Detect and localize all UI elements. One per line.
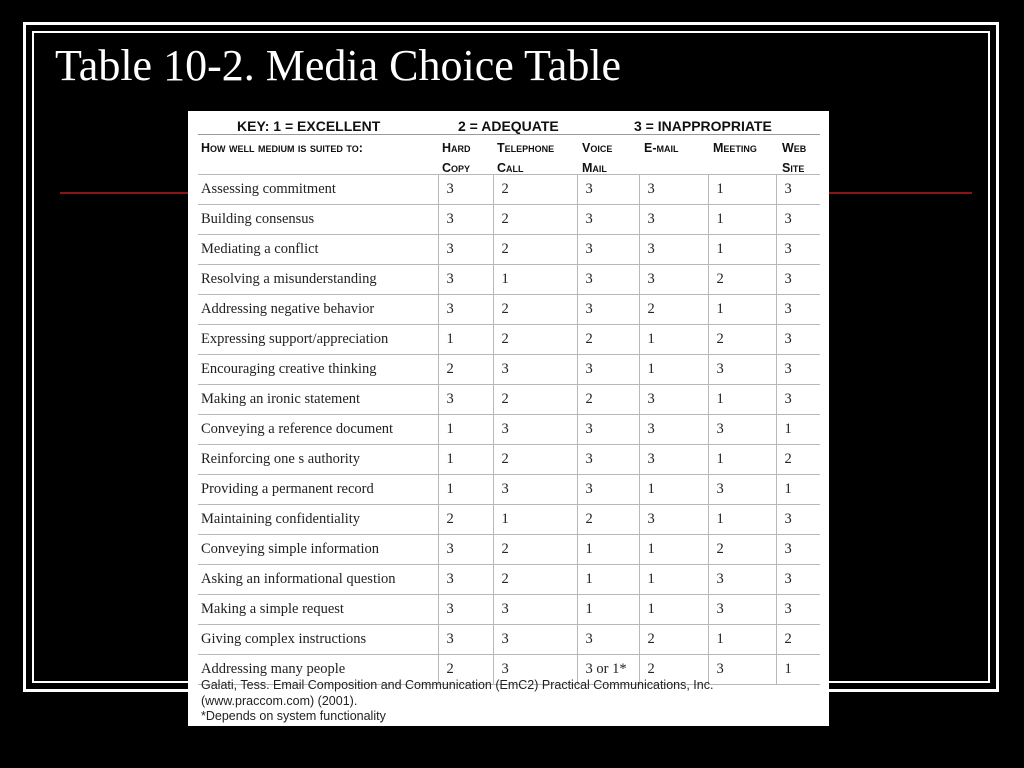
row-task-label: Reinforcing one s authority xyxy=(198,445,438,475)
rating-cell: 3 xyxy=(493,655,577,685)
rating-cell: 3 xyxy=(776,325,820,355)
rating-cell: 3 xyxy=(639,445,708,475)
rating-cell: 2 xyxy=(639,625,708,655)
row-task-label: Addressing many people xyxy=(198,655,438,685)
rating-cell: 1 xyxy=(776,655,820,685)
rating-cell: 3 xyxy=(577,355,639,385)
table-row xyxy=(198,625,820,655)
rating-cell: 1 xyxy=(493,265,577,295)
rating-cell: 2 xyxy=(776,625,820,655)
rating-cell: 3 xyxy=(577,235,639,265)
rating-cell: 2 xyxy=(639,295,708,325)
rating-cell: 3 xyxy=(776,505,820,535)
rating-cell: 1 xyxy=(577,535,639,565)
rating-cell: 2 xyxy=(493,445,577,475)
rating-cell: 2 xyxy=(493,295,577,325)
rating-cell: 3 xyxy=(708,655,776,685)
key-adequate: 2 = ADEQUATE xyxy=(458,118,559,134)
row-task-label: Building consensus xyxy=(198,205,438,235)
rating-cell: 2 xyxy=(577,325,639,355)
rating-cell: 3 xyxy=(577,295,639,325)
row-task-label: Providing a permanent record xyxy=(198,475,438,505)
rating-cell: 2 xyxy=(493,235,577,265)
rating-cell: 3 xyxy=(438,235,493,265)
table-row xyxy=(198,355,820,385)
rating-cell: 1 xyxy=(639,535,708,565)
rating-cell: 3 xyxy=(438,595,493,625)
rating-cell: 3 xyxy=(438,535,493,565)
rating-cell: 1 xyxy=(639,355,708,385)
row-task-label: Asking an informational question xyxy=(198,565,438,595)
rating-cell: 3 xyxy=(776,535,820,565)
slide-title: Table 10-2. Media Choice Table xyxy=(55,41,622,90)
rating-cell: 2 xyxy=(577,385,639,415)
rating-cell: 3 xyxy=(639,385,708,415)
rating-cell: 3 xyxy=(776,205,820,235)
rating-cell: 1 xyxy=(493,505,577,535)
source-line-2: (www.praccom.com) (2001). xyxy=(201,693,358,708)
table-row xyxy=(198,235,820,265)
rating-cell: 3 xyxy=(438,625,493,655)
rating-cell: 3 xyxy=(493,355,577,385)
table-row xyxy=(198,205,820,235)
column-header-email: E-mail xyxy=(644,141,679,155)
rating-cell: 1 xyxy=(708,505,776,535)
row-task-label: Conveying simple information xyxy=(198,535,438,565)
rating-cell: 3 xyxy=(493,595,577,625)
rating-cell: 2 xyxy=(639,655,708,685)
rating-cell: 3 xyxy=(577,625,639,655)
rating-cell: 3 xyxy=(438,175,493,205)
rating-cell: 2 xyxy=(438,505,493,535)
rating-cell: 3 xyxy=(708,595,776,625)
row-task-label: Making an ironic statement xyxy=(198,385,438,415)
accent-rule-right xyxy=(826,192,972,194)
rating-cell: 3 xyxy=(776,265,820,295)
rating-cell: 3 xyxy=(708,565,776,595)
rating-cell: 2 xyxy=(708,265,776,295)
rating-cell: 2 xyxy=(493,565,577,595)
rating-cell: 1 xyxy=(577,565,639,595)
column-header-voice-mail: Voice Mail xyxy=(582,141,613,175)
rating-cell: 3 xyxy=(776,235,820,265)
rating-cell: 3 xyxy=(577,415,639,445)
table-row xyxy=(198,595,820,625)
rating-cell: 3 xyxy=(708,355,776,385)
row-task-label: Encouraging creative thinking xyxy=(198,355,438,385)
rating-cell: 3 xyxy=(438,565,493,595)
row-task-label: Addressing negative behavior xyxy=(198,295,438,325)
rating-cell: 3 xyxy=(708,415,776,445)
rating-cell: 1 xyxy=(639,475,708,505)
rating-cell: 2 xyxy=(708,535,776,565)
rating-cell: 1 xyxy=(708,235,776,265)
rating-cell: 1 xyxy=(438,415,493,445)
table-row xyxy=(198,505,820,535)
rating-cell: 3 xyxy=(577,445,639,475)
table-row xyxy=(198,475,820,505)
column-header-hard-copy: Hard Copy xyxy=(442,141,471,175)
rating-cell: 1 xyxy=(776,475,820,505)
rating-cell: 1 xyxy=(639,325,708,355)
table-row xyxy=(198,445,820,475)
source-line-1: Galati, Tess. Email Composition and Communication (EmC2) Practical Communications, Inc. xyxy=(201,678,714,692)
rating-cell: 3 xyxy=(577,205,639,235)
rating-cell: 2 xyxy=(708,325,776,355)
rating-cell: 3 xyxy=(493,475,577,505)
rating-cell: 1 xyxy=(708,295,776,325)
table-row xyxy=(198,325,820,355)
table-row xyxy=(198,265,820,295)
rating-cell: 1 xyxy=(438,445,493,475)
rating-cell: 3 xyxy=(639,415,708,445)
table-row xyxy=(198,175,820,205)
row-task-label: Maintaining confidentiality xyxy=(198,505,438,535)
rating-cell: 1 xyxy=(708,625,776,655)
rating-cell: 3 xyxy=(438,265,493,295)
rating-cell: 1 xyxy=(639,565,708,595)
rating-cell: 1 xyxy=(438,325,493,355)
rating-cell: 1 xyxy=(708,445,776,475)
rating-cell: 1 xyxy=(708,385,776,415)
rating-cell: 3 xyxy=(639,505,708,535)
rating-cell: 1 xyxy=(708,175,776,205)
source-citation xyxy=(201,678,821,725)
rating-cell: 3 xyxy=(493,415,577,445)
rating-cell: 1 xyxy=(708,205,776,235)
row-task-label: Making a simple request xyxy=(198,595,438,625)
rating-cell: 3 or 1* xyxy=(577,655,639,685)
rating-cell: 1 xyxy=(639,595,708,625)
rating-cell: 3 xyxy=(776,295,820,325)
rating-cell: 3 xyxy=(577,265,639,295)
rating-cell: 2 xyxy=(577,505,639,535)
rating-cell: 3 xyxy=(639,205,708,235)
table-row xyxy=(198,415,820,445)
rating-cell: 3 xyxy=(577,175,639,205)
rating-cell: 1 xyxy=(438,475,493,505)
rating-cell: 2 xyxy=(493,175,577,205)
rating-cell: 2 xyxy=(438,355,493,385)
row-task-label: Mediating a conflict xyxy=(198,235,438,265)
row-task-label: Expressing support/appreciation xyxy=(198,325,438,355)
table-row xyxy=(198,565,820,595)
media-choice-table-image xyxy=(188,111,829,726)
source-footnote: *Depends on system functionality xyxy=(201,709,386,723)
rating-cell: 3 xyxy=(577,475,639,505)
rating-cell: 2 xyxy=(493,385,577,415)
row-task-label: Giving complex instructions xyxy=(198,625,438,655)
rating-cell: 3 xyxy=(776,355,820,385)
key-divider xyxy=(198,134,820,135)
row-task-label: Resolving a misunderstanding xyxy=(198,265,438,295)
rating-cell: 3 xyxy=(639,235,708,265)
rating-cell: 2 xyxy=(776,445,820,475)
table-row xyxy=(198,295,820,325)
rating-cell: 3 xyxy=(776,565,820,595)
table-row xyxy=(198,535,820,565)
rating-cell: 3 xyxy=(493,625,577,655)
accent-rule-left xyxy=(60,192,190,194)
rating-cell: 2 xyxy=(493,205,577,235)
column-header-telephone-call: Telephone Call xyxy=(497,141,555,175)
column-header-meeting: Meeting xyxy=(713,141,757,155)
key-inappropriate: 3 = INAPPROPRIATE xyxy=(634,118,772,134)
rating-cell: 1 xyxy=(577,595,639,625)
key-excellent: KEY: 1 = EXCELLENT xyxy=(237,118,381,134)
row-task-label: Conveying a reference document xyxy=(198,415,438,445)
row-task-label: Assessing commitment xyxy=(198,175,438,205)
rating-cell: 3 xyxy=(776,175,820,205)
rating-cell: 3 xyxy=(639,265,708,295)
rating-cell: 3 xyxy=(776,595,820,625)
rating-cell: 1 xyxy=(776,415,820,445)
column-header-task: How well medium is suited to: xyxy=(201,141,363,155)
rating-cell: 2 xyxy=(438,655,493,685)
rating-cell: 3 xyxy=(776,385,820,415)
media-choice-grid xyxy=(198,174,820,685)
rating-cell: 3 xyxy=(438,205,493,235)
rating-cell: 2 xyxy=(493,535,577,565)
rating-cell: 3 xyxy=(708,475,776,505)
rating-cell: 2 xyxy=(493,325,577,355)
column-header-web-site: Web Site xyxy=(782,141,807,175)
rating-cell: 3 xyxy=(639,175,708,205)
table-row xyxy=(198,385,820,415)
rating-cell: 3 xyxy=(438,385,493,415)
rating-cell: 3 xyxy=(438,295,493,325)
